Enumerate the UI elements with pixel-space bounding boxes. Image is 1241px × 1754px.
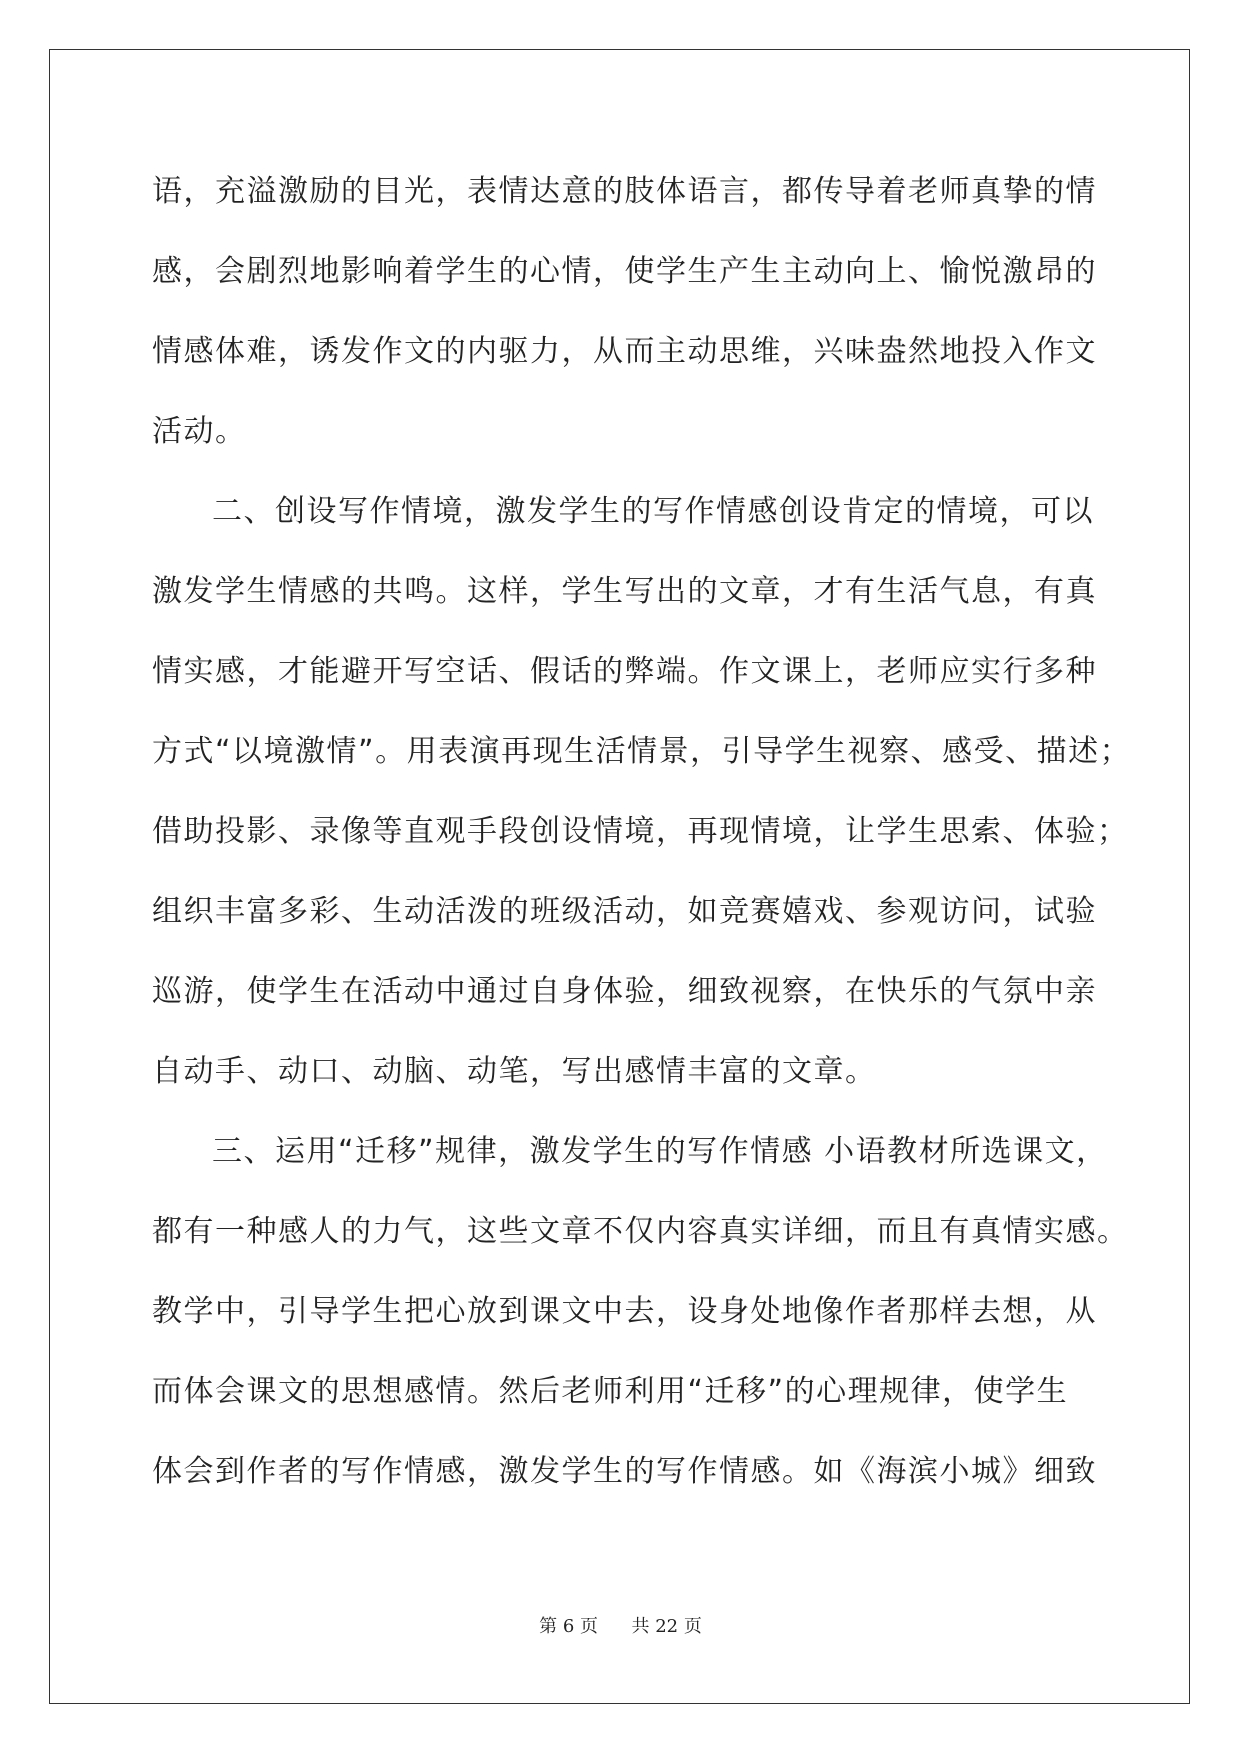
text-line: 借助投影、录像等直观手段创设情境，再现情境，让学生思索、体验； (152, 814, 1129, 849)
text-line: 情感体难，诱发作文的内驱力，从而主动思维，兴味盎然地投入作文 (152, 334, 1097, 369)
page-footer (0, 1612, 1241, 1638)
text-line: 二、创设写作情境，激发学生的写作情感创设肯定的情境，可以 (212, 494, 1094, 529)
text-line: 活动。 (152, 414, 247, 449)
text-line: 自动手、动口、动脑、动笔，写出感情丰富的文章。 (152, 1054, 877, 1089)
text-line: 组织丰富多彩、生动活泼的班级活动，如竞赛嬉戏、参观访问，试验 (152, 894, 1097, 929)
text-line: 体会到作者的写作情感，激发学生的写作情感。如《海滨小城》细致 (152, 1454, 1097, 1489)
text-line: 三、运用“迁移”规律，激发学生的写作情感 小语教材所选课文， (212, 1134, 1108, 1169)
text-line: 感，会剧烈地影响着学生的心情，使学生产生主动向上、愉悦激昂的 (152, 254, 1097, 289)
text-line: 而体会课文的思想感情。然后老师利用“迁移”的心理规律，使学生 (152, 1374, 1069, 1409)
text-line: 教学中，引导学生把心放到课文中去，设身处地像作者那样去想，从 (152, 1294, 1097, 1329)
text-line: 方式“以境激情”。用表演再现生活情景，引导学生视察、感受、描述； (152, 734, 1132, 769)
text-line: 都有一种感人的力气，这些文章不仅内容真实详细，而且有真情实感。 (152, 1214, 1129, 1249)
document-body (152, 162, 1132, 1522)
text-line: 情实感，才能避开写空话、假话的弊端。作文课上，老师应实行多种 (152, 654, 1097, 689)
text-line: 语，充溢激励的目光，表情达意的肢体语言，都传导着老师真挚的情 (152, 174, 1097, 209)
text-line: 巡游，使学生在活动中通过自身体验，细致视察，在快乐的气氛中亲 (152, 974, 1097, 1009)
page-total: 共 22 页 (631, 1616, 702, 1637)
page-number: 第 6 页 (539, 1616, 599, 1637)
text-line: 激发学生情感的共鸣。这样，学生写出的文章，才有生活气息，有真 (152, 574, 1097, 609)
